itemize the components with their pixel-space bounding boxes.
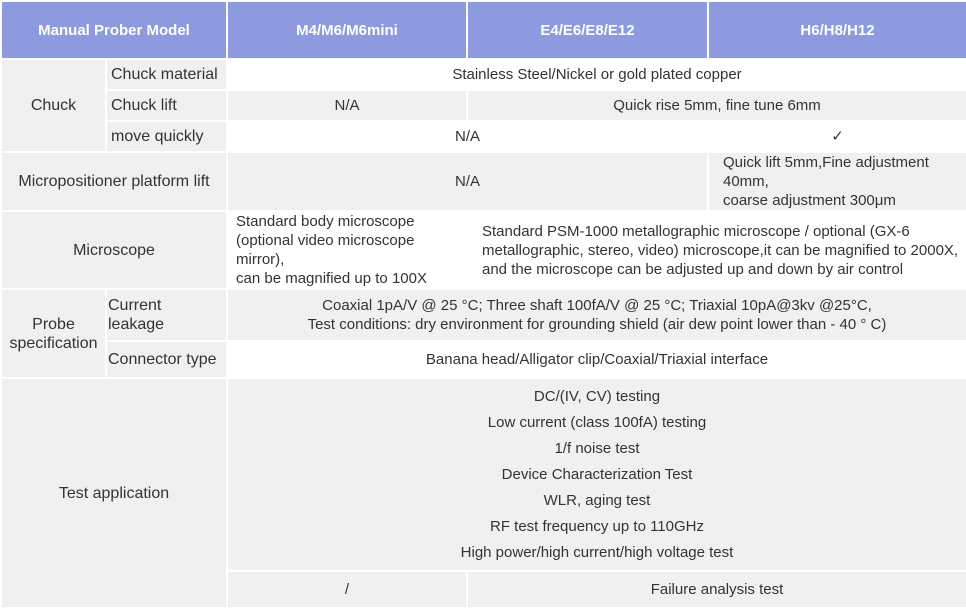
probe-leakage-label: Current leakage (106, 289, 227, 341)
test-application-item: Device Characterization Test (501, 465, 693, 483)
probe-label (1, 289, 106, 378)
chuck-lift-m: N/A (227, 90, 467, 121)
test-application-item: DC/(IV, CV) testing (533, 387, 661, 405)
row-test-application (1, 378, 966, 571)
test-application-list (227, 378, 966, 571)
micropositioner-h-line1: Quick lift 5mm,Fine adjustment 40mm, (723, 154, 929, 190)
row-micropositioner (1, 152, 966, 211)
probe-connector-value: Banana head/Alligator clip/Coaxial/Triaxial interface (227, 341, 966, 378)
chuck-material-label: Chuck material (106, 59, 227, 90)
chuck-label: Chuck (1, 59, 106, 152)
micropositioner-h-line2: coarse adjustment 300μm (723, 192, 896, 209)
test-application-item: Low current (class 100fA) testing (487, 413, 707, 431)
chuck-move-me: N/A (227, 121, 708, 152)
probe-label-line2: specification (9, 334, 98, 352)
probe-leakage-line1: Coaxial 1pA/V @ 25 °C; Three shaft 100fA/V @ 25 °C; Triaxial 10pA@3kv @25°C, (322, 297, 872, 314)
row-probe-connector (1, 341, 966, 378)
microscope-eh-line3: and the microscope can be adjusted up and down by air control (482, 260, 904, 278)
chuck-lift-label: Chuck lift (106, 90, 227, 121)
probe-label-line1: Probe (32, 315, 75, 333)
microscope-eh (467, 211, 966, 289)
row-chuck-lift (1, 90, 966, 121)
header-row (1, 1, 966, 59)
microscope-m-line2: (optional video microscope mirror), (236, 232, 415, 268)
probe-connector-label: Connector type (106, 341, 227, 378)
microscope-m-line1: Standard body microscope (236, 213, 415, 230)
row-microscope (1, 211, 966, 289)
micropositioner-me: N/A (227, 152, 708, 211)
microscope-m-line3: can be magnified up to 100X (236, 270, 427, 287)
test-application-m-extra: / (227, 571, 467, 608)
header-col-m: M4/M6/M6mini (227, 1, 467, 59)
row-chuck-material (1, 59, 966, 90)
test-application-item: WLR, aging test (543, 491, 651, 509)
microscope-eh-line1: Standard PSM-1000 metallographic microscope / optional (GX-6 (482, 222, 910, 240)
header-col-e: E4/E6/E8/E12 (467, 1, 708, 59)
chuck-move-label: move quickly (106, 121, 227, 152)
microscope-label: Microscope (1, 211, 227, 289)
chuck-move-h: ✓ (708, 121, 966, 152)
microscope-eh-line2: metallographic, stereo, video) microscope,it can be magnified to 2000X, (482, 241, 959, 259)
test-application-label: Test application (1, 378, 227, 608)
micropositioner-label: Micropositioner platform lift (1, 152, 227, 211)
microscope-m (227, 211, 467, 289)
test-application-item: RF test frequency up to 110GHz (490, 517, 704, 535)
probe-leakage-value (227, 289, 966, 341)
chuck-lift-eh: Quick rise 5mm, fine tune 6mm (467, 90, 966, 121)
row-chuck-move (1, 121, 966, 152)
test-application-item: 1/f noise test (554, 439, 640, 457)
header-model-label: Manual Prober Model (1, 1, 227, 59)
test-application-eh-extra: Failure analysis test (467, 571, 966, 608)
row-probe-leakage (1, 289, 966, 341)
chuck-material-value: Stainless Steel/Nickel or gold plated copper (227, 59, 966, 90)
probe-leakage-line2: Test conditions: dry environment for grounding shield (air dew point lower than - 40 ° C) (307, 316, 887, 333)
header-col-h: H6/H8/H12 (708, 1, 966, 59)
micropositioner-h (708, 152, 966, 211)
test-application-item: High power/high current/high voltage test (460, 543, 734, 561)
